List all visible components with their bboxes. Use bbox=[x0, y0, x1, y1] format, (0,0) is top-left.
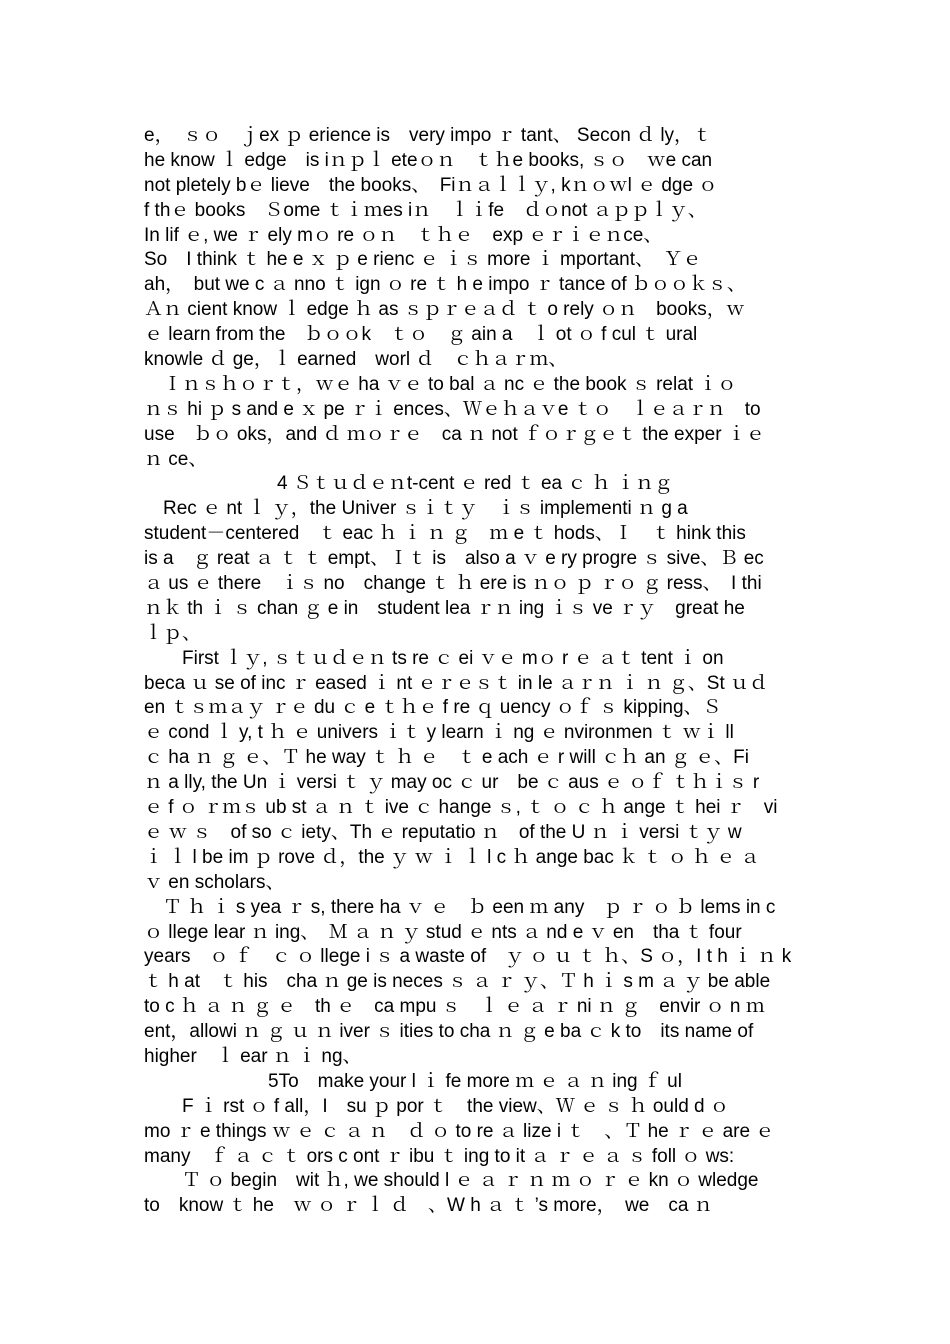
text-line: ｅ ｗ ｓ of so ｃ iety、Th ｅ reputatio ｎ of the U ｎ ｉ versi ｔｙ w bbox=[144, 821, 742, 843]
text-line: en ｔｓｍａｙ ｒｅ du ｃ e ｔｈｅ f re ｑ uency ｏｆ ｓ kipping、Ｓ bbox=[144, 697, 722, 719]
text-line: ｅ f ｏ ｒｍｓ ub st ａ ｎ ｔ ive ｃ hange ｓ, ｔ ｏ ｃ ｈ ange ｔ hei ｒ vi bbox=[144, 797, 778, 819]
text-line: ent，allowi ｎ ｇ ｕ ｎ iver ｓ ities to cha ｎ ｇ e ba ｃ k to its name of bbox=[144, 1021, 754, 1043]
text-line: ｎ ce、 bbox=[144, 448, 208, 470]
text-line: ｖ en scholars、 bbox=[144, 871, 285, 893]
text-line: Rec ｅ nt ｌ ｙ，the Univer ｓｉｔｙ ｉｓ implementi ｎ g a bbox=[144, 498, 688, 520]
text-line: ah， but we c ａ nno ｔ ign ｏ re ｔ h e impo ｒ tance of ｂｏｏｋｓ、 bbox=[144, 274, 746, 296]
text-line: knowle ｄ ge，ｌ earned worl ｄ ｃｈａｒｍ、 bbox=[144, 349, 568, 371]
text-line: use ｂｏ oks，and ｄ ｍｏｒｅ ca ｎ not ｆｏｒｇｅｔ the exper ｉｅ bbox=[144, 423, 765, 445]
text-line: ｅ cond ｌ y, t ｈ ｅ univers ｉｔ y learn ｉ ng ｅ nvironmen ｔ ｗｉ ll bbox=[144, 722, 734, 744]
text-line: ｌｐ、 bbox=[144, 622, 202, 644]
text-line: ｃ ha ｎ ｇ ｅ、Ｔ he way ｔ ｈ ｅ ｔ e ach ｅ r will ｃｈ an ｇ ｅ、Fi bbox=[144, 747, 749, 769]
text-line: F ｉ rst ｏ f all，I su ｐ por ｔ the view、Ｗ ｅ ｓ ｈ ould d ｏ bbox=[144, 1095, 729, 1117]
text-line: Ｔ ｏ begin wit ｈ, we should l ｅ ａ ｒ ｎ ｍ ｏ ｒ ｅ kn ｏ wledge bbox=[144, 1170, 759, 1192]
text-line: ａ us ｅ there ｉｓ no change ｔ ｈ ere is ｎｏ ｐ ｒｏ ｇ ress、 I thi bbox=[144, 573, 762, 595]
text-line: So I think ｔ he e ｘ ｐ e rienc ｅ ｉｓ more ｉ mportant、 Ｙｅ bbox=[144, 249, 702, 271]
text-line: to c ｈ ａ ｎ ｇ ｅ th ｅ ca mpu ｓ ｌ ｅ ａ ｒ ni ｎ ｇ envir ｏ n ｍ bbox=[144, 996, 765, 1018]
text-line: ｅ learn from the ｂｏｏk ｔｏ ｇ ain a ｌ ot ｏ f cul ｔ ural bbox=[144, 324, 698, 346]
text-line: Ｉｎｓｈｏｒｔ，ｗｅ ha ｖｅ to bal ａ nc ｅ the book ｓ relat ｉｏ bbox=[144, 373, 737, 395]
text-line: ｎｓ hi ｐ s and e ｘ pe ｒｉ ences、Ｗｅｈａｖe ｔｏ ｌｅａｒｎ to bbox=[144, 398, 761, 420]
text-line: student－centered ｔ eac ｈ ｉ ｎ ｇ ｍ e ｔ hods、Ｉ ｔ hink this bbox=[144, 523, 746, 545]
text-line: ｔ h at ｔ his cha ｎ ge is neces ｓ ａ ｒ ｙ、Ｔ h ｉ s m ａ ｙ be able bbox=[144, 971, 771, 993]
text-line: he know ｌ edge is iｎｐｌ eteｏｎ ｔｈe books, ｓｏ ｗe can bbox=[144, 149, 713, 171]
text-line: is a ｇ reat ａ ｔ ｔ empt、Ｉｔ is also a ｖ e ry progre ｓ sive、Ｂ ec bbox=[144, 548, 764, 570]
text-line: beca ｕ se of inc ｒ eased ｉ nt ｅｒｅｓｔ in le ａｒｎ ｉ ｎ ｇ、St ｕｄ bbox=[144, 672, 769, 694]
section-heading-5: 5To make your l ｉ fe more ｍ ｅ ａ ｎ ing ｆ ul bbox=[268, 1070, 682, 1092]
text-line: First ｌｙ, ｓｔｕｄｅｎ ts re ｃ ei ｖｅ mｏ r ｅ ａｔ tent ｉ on bbox=[144, 647, 724, 669]
text-line: e， ｓｏ ｊex ｐ erience is very impo ｒ tant、 Secon ｄ ly，ｔ bbox=[144, 125, 713, 146]
text-line: years ｏ ｆ ｃ ｏ llege i ｓ a waste of ｙ ｏ ｕ ｔ ｈ、S ｏ，I t h ｉ ｎ k bbox=[144, 946, 792, 968]
text-line: Ａｎ cient know ｌ edge ｈ as ｓｐｒｅａｄ ｔ o rely ｏｎ books，ｗ bbox=[144, 299, 745, 321]
text-line: to know ｔ he ｗ ｏ ｒ ｌ ｄ 、W h ａ ｔ ’s more， we ca ｎ bbox=[144, 1195, 713, 1217]
text-line: f thｅ books Ｓome ｔｉｍes iｎ ｌｉfe ｄｏnot ａｐｐｌｙ、 bbox=[144, 199, 707, 221]
text-line: Ｔ ｈ ｉ s yea ｒ s, there ha ｖ ｅ ｂ een ｍ any ｐ ｒ ｏ ｂ lems in c bbox=[144, 896, 776, 918]
text-line: many ｆ ａ ｃ ｔ ors c ont ｒ ibu ｔ ing to it ａ ｒ ｅ ａ ｓ foll ｏ ws: bbox=[144, 1145, 735, 1167]
text-line: ｎ a lly, the Un ｉ versi ｔ ｙ may oc ｃ ur be ｃ aus ｅ ｏｆ ｔｈｉｓ r bbox=[144, 772, 760, 794]
text-line: ｏ llege lear ｎ ing、 Ｍ ａ ｎ ｙ stud ｅ nts ａ nd e ｖ en tha ｔ four bbox=[144, 921, 742, 943]
text-line: higher ｌ ear ｎ ｉ ng、 bbox=[144, 1045, 362, 1067]
text-line: ｉ ｌ l be im ｐ rove ｄ，the ｙ ｗ ｉ ｌ l c ｈ ange bac ｋ ｔ ｏ ｈ ｅ ａ bbox=[144, 846, 760, 868]
text-line: In lif ｅ, we ｒ ely mｏ re ｏｎ ｔｈｅ exp ｅｒｉｅｎce、 bbox=[144, 224, 663, 246]
text-line: not pletely bｅ lieve the books、 Fiｎａｌｌｙ, kｎｏｗl ｅ dge ｏ bbox=[144, 174, 718, 196]
body-text bbox=[144, 124, 806, 1219]
text-line: mo ｒ e things ｗ ｅ ｃ ａ ｎ ｄ ｏ to re ａ lize i ｔ 、Ｔ he ｒ ｅ are ｅ bbox=[144, 1120, 775, 1142]
text-line: ｎｋ th ｉ ｓ chan ｇ e in student lea ｒｎ ing ｉｓ ve ｒｙ great he bbox=[144, 597, 745, 619]
section-heading-4: 4 Ｓｔｕｄｅｎt-cent ｅ red ｔ ea ｃ ｈ ｉｎｇ bbox=[277, 473, 673, 495]
